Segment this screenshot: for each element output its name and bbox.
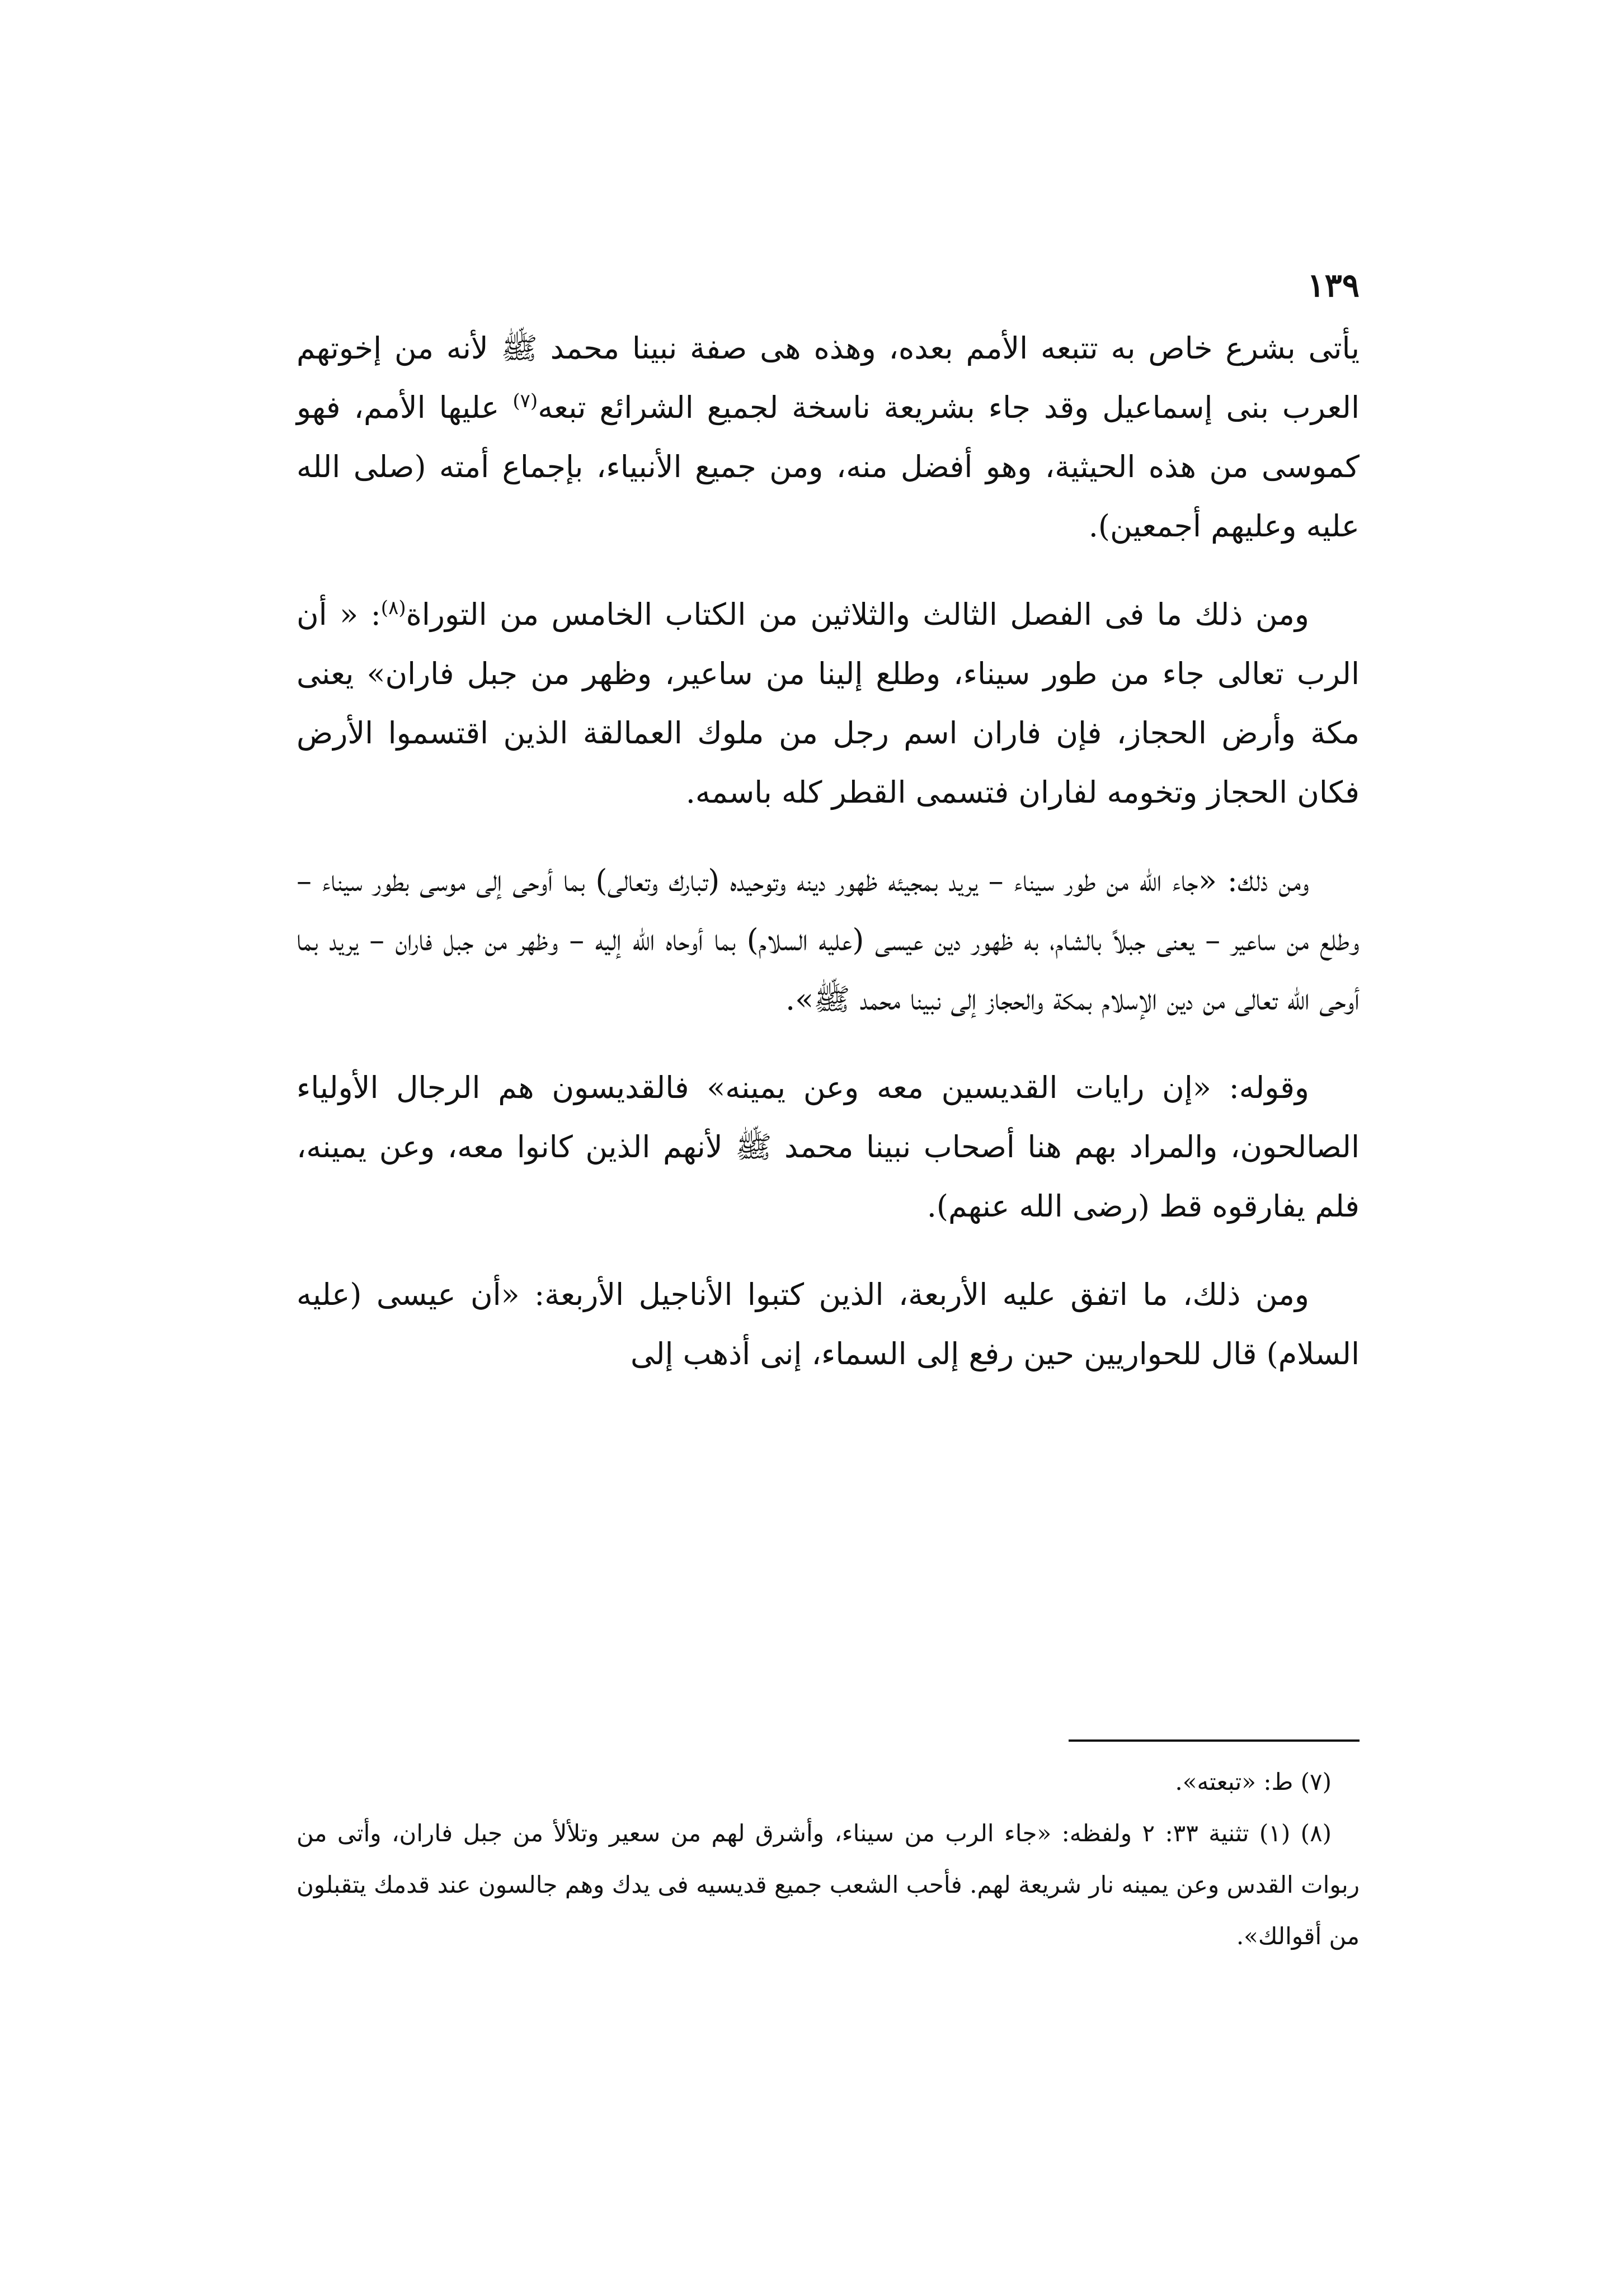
body-text [297, 319, 1360, 1413]
paragraph-1 [297, 319, 1360, 556]
document-page [297, 263, 1360, 2109]
footnote-divider [1069, 1739, 1360, 1742]
paragraph-1-text-b: عليها الأمم، فهو كموسى من هذه الحيثية، وهو أفضل منه، ومن جميع الأنبياء، بإجماع أمته (صلى الله عليه وعليهم أجمعين). [297, 390, 1360, 544]
footnote-ref-7: (٧) [512, 390, 538, 412]
paragraph-5: ومن ذلك، ما اتفق عليه الأربعة، الذين كتبوا الأناجيل الأربعة: «أن عيسى (عليه السلام) قال للحواريين حين رفع إلى السماء، إنى أذهب إلى [297, 1277, 1360, 1371]
footnote-7: (٧) ط: «تبعته». [1175, 1768, 1332, 1795]
page-number: ١٣٩ [1307, 266, 1360, 304]
footnotes [297, 1756, 1360, 1962]
footnote-ref-8: (٨) [380, 597, 406, 619]
paragraph-3: ومن ذلك: «جاء الله من طور سيناء – يريد بمجيئه ظهور دينه وتوحيده (تبارك وتعالى) بما أوحى إلى موسى بطور سيناء – وطلع من ساعير – يعنى جبلاً بالشام، به ظهور دين عيسى (عليه السلام) بما أوحاه الله إليه – وظهر من جبل فاران – يريد بما أوحى الله تعالى من دين الإسلام بمكة والحجاز إلى نبينا محمد ﷺ». [297, 863, 1360, 1017]
paragraph-4: وقوله: «إن رايات القديسين معه وعن يمينه» فالقديسون هم الرجال الأولياء الصالحون، والمراد بهم هنا أصحاب نبينا محمد ﷺ لأنهم الذين كانوا معه، وعن يمينه، فلم يفارقوه قط (رضى الله عنهم). [297, 1070, 1360, 1224]
paragraph-1-text-a: يأتى بشرع خاص به تتبعه الأمم بعده، وهذه هى صفة نبينا محمد ﷺ لأنه من إخوتهم العرب بنى إسماعيل وقد جاء بشريعة ناسخة لجميع الشرائع تبعه [297, 331, 1360, 425]
paragraph-2-text-b: : « أن الرب تعالى جاء من طور سيناء، وطلع إلينا من ساعير، وظهر من جبل فاران» يعنى مكة وأرض الحجاز، فإن فاران اسم رجل من ملوك العمالقة الذين اقتسموا الأرض فكان الحجاز وتخومه لفاران فتسمى القطر كله باسمه. [297, 597, 1360, 810]
paragraph-2 [297, 585, 1360, 822]
paragraph-2-text-a: ومن ذلك ما فى الفصل الثالث والثلاثين من الكتاب الخامس من التوراة [406, 597, 1309, 632]
footnote-8: (٨) (١) تثنية ٣٣: ٢ ولفظه: «جاء الرب من سيناء، وأشرق لهم من سعير وتلألأ من جبل فاران، وأتى من ربوات القدس وعن يمينه نار شريعة لهم. فأحب الشعب جميع قديسيه فى يدك وهم جالسون عند قدمك يتقبلون من أقوالك». [297, 1819, 1360, 1950]
